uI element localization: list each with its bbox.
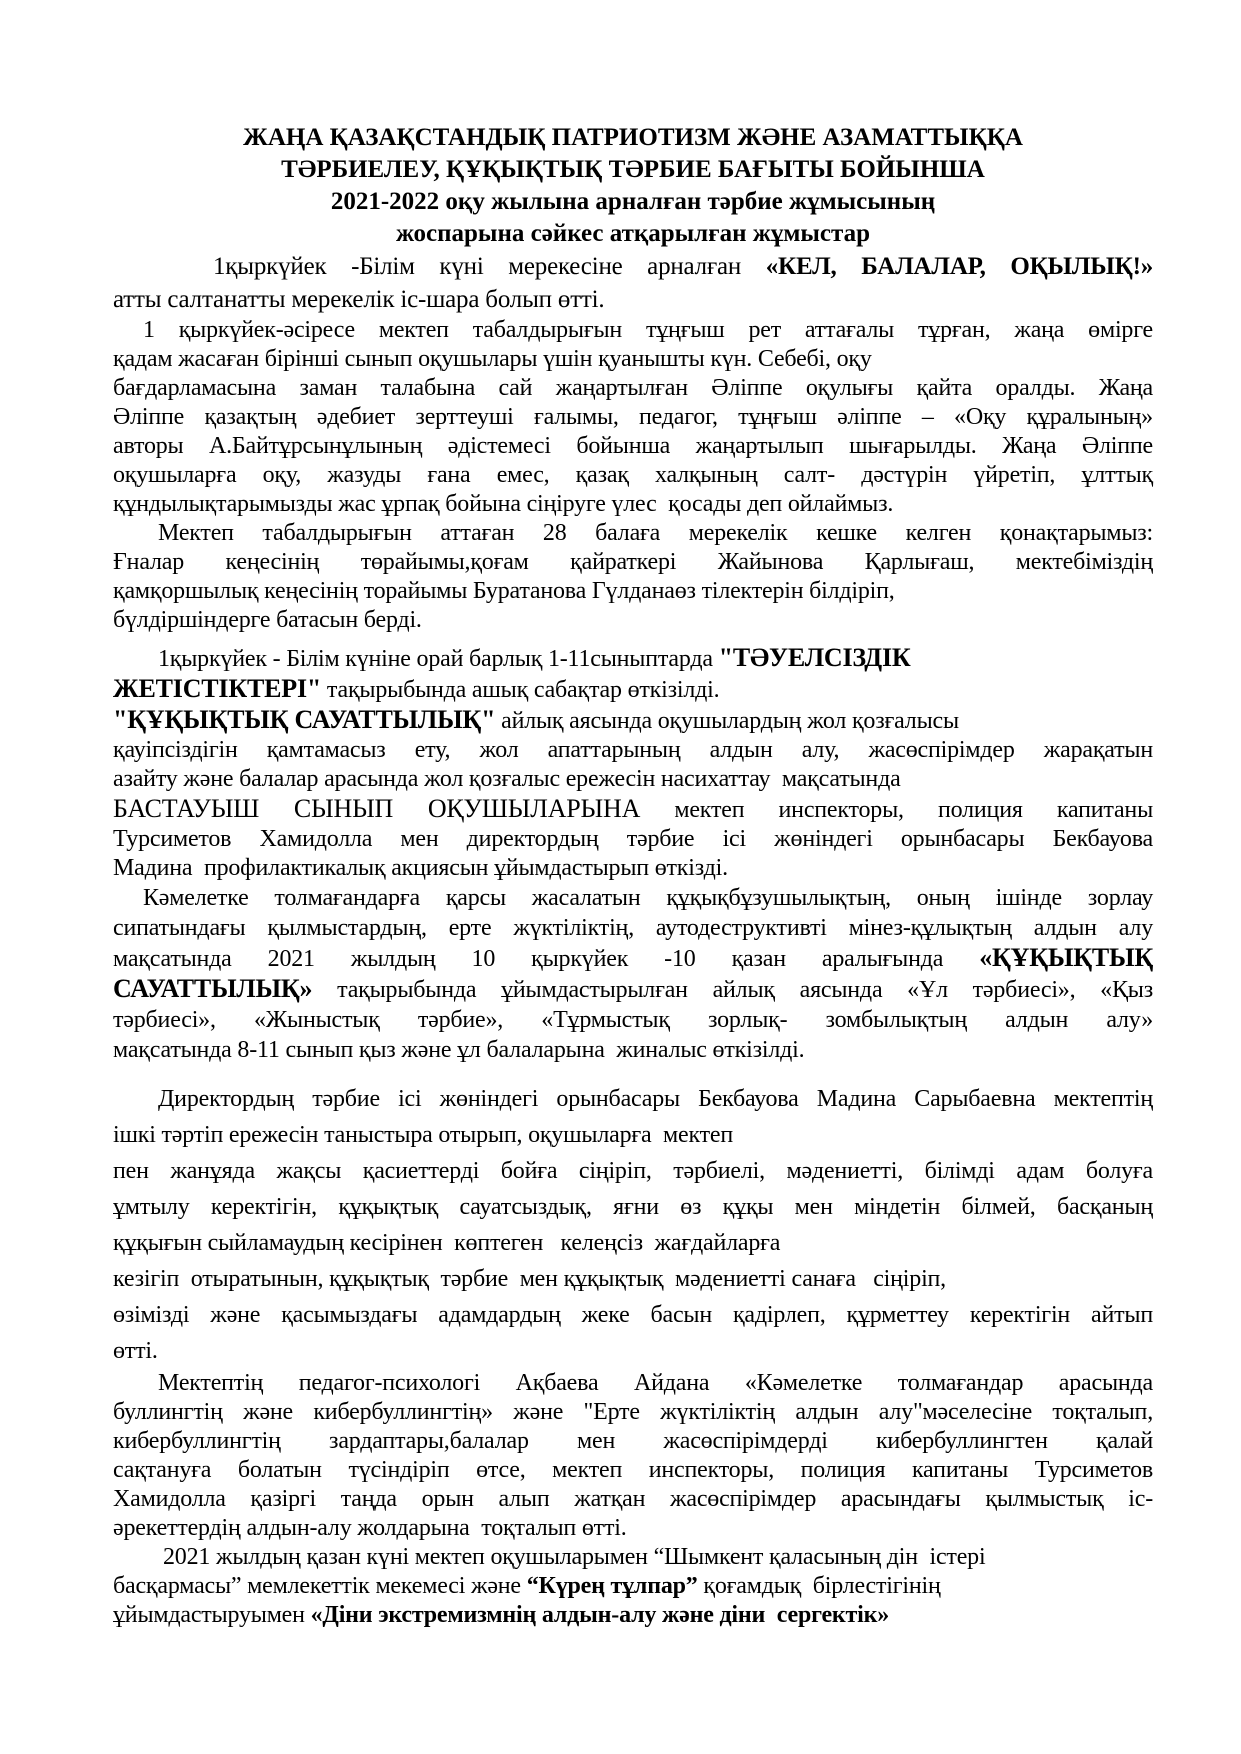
paragraph-alippe (113, 316, 1153, 519)
text-run: сипатындағы қылмыстардың, ерте жүктіліктің, аутодеструктивті мінез-құлықтың алдын алу (113, 915, 1153, 941)
paragraph-minors-prevention (113, 883, 1153, 1065)
text-line (113, 1427, 1153, 1456)
text-line (113, 1333, 1153, 1369)
text-run: Мадина профилактикалық акциясын ұйымдастырып өткізді. (113, 855, 728, 881)
text-line (113, 765, 1153, 794)
text-line (113, 794, 1153, 825)
text-run: 1қыркүйек - Білім күніне орай барлық 1-11сыныптарда (158, 646, 719, 672)
document-title (113, 122, 1153, 250)
text-run: Әліппе қазақтың әдебиет зерттеуші ғалымы, педагог, тұңғыш әліппе – «Оқу құралының» (113, 404, 1153, 430)
text-line (113, 250, 1153, 283)
text-run: Мектептің педагог-психологі Ақбаева Айдана «Кәмелетке толмағандар арасында (158, 1370, 1153, 1396)
text-run: қоғамдық бірлестігінің (697, 1573, 941, 1599)
text-run: құндылықтарымызды жас ұрпақ бойына сіңіруге үлес қосады деп ойлаймыз. (113, 491, 894, 517)
text-line (113, 1261, 1153, 1297)
paragraph-deputy-director (113, 1081, 1153, 1369)
text-run: Хамидолла қазіргі таңда орын алып жатқан жасөспірімдер арасындағы қылмыстық іс- (113, 1486, 1153, 1512)
text-line (113, 1398, 1153, 1427)
text-run: пен жанұяда жақсы қасиеттерді бойға сіңіріп, тәрбиелі, мәдениетті, білімді адам болуға (113, 1158, 1153, 1184)
text-run: мектеп инспекторы, полиция капитаны (640, 797, 1153, 823)
text-line (113, 883, 1153, 913)
text-line (113, 705, 1153, 736)
text-run: Директордың тәрбие ісі жөніндегі орынбасары Бекбауова Мадина Сарыбаевна мектептің (158, 1086, 1153, 1112)
text-run: “Күрең тұлпар” (526, 1573, 698, 1599)
text-run: азайту және балалар арасында жол қозғалыс ережесін насихаттау мақсатында (113, 766, 901, 792)
text-line (113, 1081, 1153, 1117)
text-line (113, 1189, 1153, 1225)
text-line (113, 854, 1153, 883)
text-line (113, 1369, 1153, 1398)
text-run: 2021 жылдың қазан күні мектеп оқушыларымен “Шымкент қаласының дін істері (163, 1544, 986, 1570)
text-line (113, 1005, 1153, 1035)
text-line (113, 606, 1153, 635)
text-run: Ғналар кеңесінің төрайымы,қоғам қайраткері Жайынова Қарлығаш, мектебіміздің (113, 549, 1153, 575)
text-run: оқушыларға оқу, жазуды ғана емес, қазақ халқының салт- дәстүрін үйретіп, ұлттық (113, 462, 1153, 488)
text-run: "ТӘУЕЛСІЗДІК (718, 643, 911, 672)
text-run: «Діни экстремизмнің алдын-алу және діни сергектік» (310, 1602, 890, 1628)
text-line (113, 154, 1153, 186)
text-run: ТӘРБИЕЛЕУ, ҚҰҚЫҚТЫҚ ТӘРБИЕ БАҒЫТЫ БОЙЫНША (281, 156, 985, 183)
text-line (113, 736, 1153, 765)
text-line (113, 218, 1153, 250)
text-line (113, 345, 1153, 374)
text-line (113, 1543, 1153, 1572)
text-line (113, 1153, 1153, 1189)
text-run: тақырыбында ашық сабақтар өткізілді. (321, 677, 720, 703)
paragraph-legal-literacy-month (113, 705, 1153, 883)
text-line (113, 403, 1153, 432)
text-run: бағдарламасына заман талабына сай жаңартылған Әліппе оқулығы қайта оралды. Жаңа (113, 375, 1153, 401)
text-run: өтті. (113, 1338, 158, 1364)
text-line (113, 432, 1153, 461)
text-line (113, 1456, 1153, 1485)
text-line (113, 122, 1153, 154)
text-run: бүлдіршіндерге батасын берді. (113, 607, 422, 633)
text-run: құқығын сыйламаудың кесірінен көптеген келеңсіз жағдайларға (113, 1230, 781, 1256)
text-run: қадам жасаған бірінші сынып оқушылары үшін қуанышты күн. Себебі, оқу (113, 346, 872, 372)
text-run: 2021-2022 оқу жылына арналған тәрбие жұмысының (330, 188, 936, 215)
text-line (113, 1117, 1153, 1153)
text-run: ЖАҢА ҚАЗАҚСТАНДЫҚ ПАТРИОТИЗМ ЖӘНЕ АЗАМАТТЫҚҚА (243, 124, 1023, 151)
text-line (113, 316, 1153, 345)
text-line (113, 1514, 1153, 1543)
text-line (113, 186, 1153, 218)
text-run: САУАТТЫЛЫҚ» (113, 974, 313, 1003)
text-line (113, 1035, 1153, 1065)
text-line (113, 1225, 1153, 1261)
text-line (113, 548, 1153, 577)
text-line (113, 943, 1153, 974)
text-line (113, 577, 1153, 606)
text-line (113, 674, 1153, 705)
text-line (113, 283, 1153, 316)
text-run: кезігіп отыратынын, құқықтық тәрбие мен құқықтық мәдениетті санаға сіңіріп, (113, 1266, 946, 1292)
text-line (113, 519, 1153, 548)
paragraph-religious-extremism (113, 1543, 1153, 1630)
text-run: ұмтылу керектігін, құқықтық сауатсыздық, яғни өз құқы мен міндетін білмей, басқаның (113, 1194, 1153, 1220)
paragraph-knowledge-day (113, 250, 1153, 316)
text-run: мақсатында 2021 жылдың 10 қыркүйек -10 қазан аралығында (113, 946, 980, 972)
text-run: ЖЕТІСТІКТЕРІ" (113, 674, 322, 703)
text-line (113, 1297, 1153, 1333)
text-run: атты салтанатты мерекелік іс-шара болып өтті. (113, 286, 605, 313)
text-line (113, 1601, 1153, 1630)
text-run: жоспарына сәйкес атқарылған жұмыстар (396, 220, 870, 247)
text-run: тәрбиесі», «Жыныстық тәрбие», «Тұрмыстық зорлық- зомбылықтың алдын алу» (113, 1007, 1153, 1033)
text-line (113, 490, 1153, 519)
text-run: "ҚҰҚЫҚТЫҚ САУАТТЫЛЫҚ" (113, 705, 496, 734)
text-run: «КЕЛ, БАЛАЛАР, ОҚЫЛЫҚ!» (765, 253, 1153, 280)
text-run: 1қыркүйек -Білім күні мерекесіне арналған (213, 253, 766, 280)
text-run: Кәмелетке толмағандарға қарсы жасалатын құқықбұзушылықтың, оның ішінде зорлау (143, 885, 1153, 911)
text-run: сақтануға болатын түсіндіріп өтсе, мектеп инспекторы, полиция капитаны Турсиметов (113, 1457, 1153, 1483)
paragraph-psychologist-bullying (113, 1369, 1153, 1543)
text-line (113, 825, 1153, 854)
text-run: авторы А.Байтұрсынұлының әдістемесі бойынша жаңартылып шығарылды. Жаңа Әліппе (113, 433, 1153, 459)
text-run: ішкі тәртіп ережесін таныстыра отырып, оқушыларға мектеп (113, 1122, 734, 1148)
text-run: айлық аясында оқушылардың жол қозғалысы (495, 708, 959, 734)
text-line (113, 374, 1153, 403)
text-line (113, 913, 1153, 943)
text-run: кибербуллингтің зардаптары,балалар мен жасөспірімдерді кибербуллингтен қалай (113, 1428, 1153, 1454)
paragraph-open-lessons (113, 643, 1153, 705)
text-line (113, 1485, 1153, 1514)
text-run: «ҚҰҚЫҚТЫҚ (979, 943, 1153, 972)
text-run: тақырыбында ұйымдастырылған айлық аясында «Ұл тәрбиесі», «Қыз (312, 977, 1153, 1003)
text-run: БАСТАУЫШ СЫНЫП ОҚУШЫЛАРЫНА (113, 794, 641, 823)
text-run: өзімізді және қасымыздағы адамдардың жеке басын қадірлеп, құрметтеу керектігін айтып (113, 1302, 1153, 1328)
text-run: қауіпсіздігін қамтамасыз ету, жол апаттарының алдын алу, жасөспірімдер жарақатын (113, 737, 1153, 763)
text-run: басқармасы” мемлекеттік мекемесі және (113, 1573, 527, 1599)
text-run: әрекеттердің алдын-алу жолдарына тоқталып өтті. (113, 1515, 627, 1541)
text-run: қамқоршылық кеңесінің торайымы Буратанова Гүлданаөз тілектерін білдіріп, (113, 578, 895, 604)
text-line (113, 974, 1153, 1005)
text-run: Мектеп табалдырығын аттаған 28 балаға мерекелік кешке келген қонақтарымыз: (158, 520, 1153, 546)
text-line (113, 461, 1153, 490)
text-run: мақсатында 8-11 сынып қыз және ұл балаларына жиналыс өткізілді. (113, 1037, 805, 1063)
text-line (113, 1572, 1153, 1601)
text-line (113, 643, 1153, 674)
paragraph-guests (113, 519, 1153, 635)
text-run: Турсиметов Хамидолла мен директордың тәрбие ісі жөніндегі орынбасары Бекбауова (113, 826, 1153, 852)
text-run: 1 қыркүйек-әсіресе мектеп табалдырығын тұңғыш рет аттағалы тұрған, жаңа өмірге (143, 317, 1153, 343)
text-run: буллингтің және кибербуллингтің» және "Ерте жүктіліктің алдын алу"мәселесіне тоқталып, (113, 1399, 1153, 1425)
text-run: ұйымдастыруымен (113, 1602, 311, 1628)
